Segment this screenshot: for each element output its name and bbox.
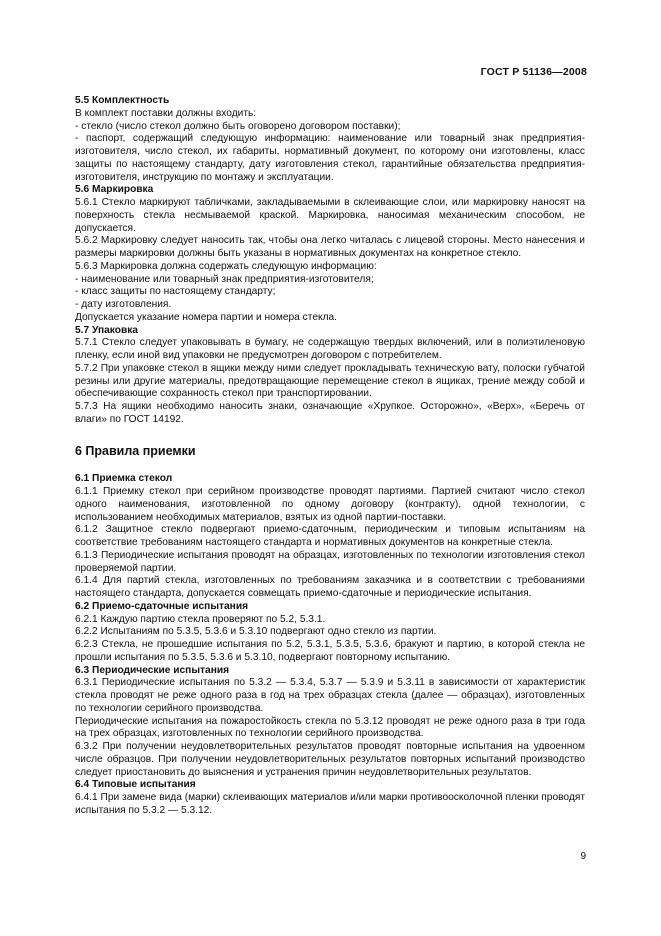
list-item: - стекло (число стекол должно быть оговорено договором поставки); [75,120,401,132]
paragraph: 6.3.1 Периодические испытания по 5.3.2 — 5.3.4, 5.3.7 — 5.3.9 и 5.3.11 в зависимости от характеристик стекла проводят не реже одного раза в год на трех образцах стекла (далее — образцах), изготовленных по технологии серийного производства. [75,677,585,714]
paragraph: 5.7.3 На ящики необходимо наносить знаки, означающие «Хрупкое. Осторожно», «Верх», «Беречь от влаги» по ГОСТ 14192. [75,401,585,425]
paragraph: 5.6.2 Маркировку следует наносить так, чтобы она легко читалась с лицевой стороны. Место нанесения и размеры маркировки должны быть указаны в нормативных документах на конкретное стекло. [75,235,585,259]
section-6-2-title: 6.2 Приемо-сдаточные испытания [75,600,249,612]
paragraph: 6.1.4 Для партий стекла, изготовленных по требованиям заказчика и в соответствии с требованиями настоящего стандарта, допускается совмещать приемо-сдаточные и периодические испытания. [75,575,585,599]
paragraph: 5.6.1 Стекло маркируют табличками, закладываемыми в склеивающие слои, или маркировку наносят на поверхность стекла несмываемой краской. Маркировка, наносимая механическим способом, не допускается. [75,197,585,234]
section-6-4-title: 6.4 Типовые испытания [75,779,196,791]
list-item: - дату изготовления. [75,299,172,310]
paragraph: 5.7.1 Стекло следует упаковывать в бумагу, не содержащую твердых включений, или в полиэтиленовую пленку, если иной вид упаковки не предусмотрен договором с потребителем. [75,337,585,361]
paragraph: 5.7.2 При упаковке стекол в ящики между ними следует прокладывать техническую вату, полоски губчатой резины или другие материалы, предотвращающие перемещение стекол в ящиках, трение между собой и обеспечивающие сохранность стекол при транспортировании. [75,362,585,400]
section-6-3-title: 6.3 Периодические испытания [75,664,230,676]
paragraph: 6.1.2 Защитное стекло подвергают приемо-сдаточным, периодическим и типовым испытаниям на соответствие требованиям настоящего стандарта и нормативных документов на конкретные стекла. [75,524,585,548]
paragraph: 6.2.2 Испытаниям по 5.3.5, 5.3.6 и 5.3.10 подвергают одно стекло из партии. [75,626,437,638]
paragraph: 6.1.1 Приемку стекол при серийном производстве проводят партиями. Партией считают число стекол одного наименования, изготовленной по одному договору (контракту), одной технологии, с использованием необходимых материалов, взятых из одной партии-поставки. [75,486,585,523]
list-item: - паспорт, содержащий следующую информацию: наименование или товарный знак предприятия-изготовителя, число стекол, их габариты, нормативный документ, по которому они изготовлены, класс защиты по настоящему стандарту, дату изготовления стекол, гарантийные обязательства предприятия-изготовителя, инструкцию по монтажу и эксплуатации. [75,133,585,183]
paragraph: В комплект поставки должны входить: [75,107,257,119]
section-6-1-title: 6.1 Приемка стекол [75,473,173,485]
paragraph: 6.2.1 Каждую партию стекла проверяют по 5.2, 5.3.1. [75,613,326,625]
list-item: - класс защиты по настоящему стандарту; [75,286,276,298]
page-number: 9 [580,851,586,862]
list-item: - наименование или товарный знак предприятия-изготовителя; [75,273,374,285]
section-5-5-title: 5.5 Комплектность [75,95,170,106]
section-5-6-title: 5.6 Маркировка [75,184,154,196]
document-body [75,95,585,818]
paragraph: 6.2.3 Стекла, не прошедшие испытания по 5.2, 5.3.1, 5.3.5, 5.3.6, бракуют и партию, в которой стекла не прошли испытания по 5.3.5, 5.3.6 и 5.3.10, подвергают повторному испытанию. [75,639,585,663]
section-6-title: 6 Правила приемки [75,443,196,458]
paragraph: 6.1.3 Периодические испытания проводят на образцах, изготовленных по технологии изготовления стекол проверяемой партии. [75,549,585,574]
paragraph: 6.3.2 При получении неудовлетворительных результатов проводят повторные испытания на удвоенном числе образцов. При получении неудовлетворительных результатов повторных испытаний производство следует приостановить до выяснения и устранения причин неудовлетворительных результатов. [75,741,585,778]
paragraph: 5.6.3 Маркировка должна содержать следующую информацию: [75,260,377,272]
paragraph: 6.4.1 При замене вида (марки) склеивающих материалов и/или марки противоосколочной пленки проводят испытания по 5.3.2 — 5.3.12. [75,792,585,816]
section-5-7-title: 5.7 Упаковка [75,324,138,336]
paragraph: Периодические испытания на пожаростойкость стекла по 5.3.12 проводят не реже одного раза в три года на трех образцах, изготовленных по технологии серийного производства. [75,715,585,740]
document-header: ГОСТ Р 51136—2008 [480,66,587,78]
paragraph: Допускается указание номера партии и номера стекла. [75,311,338,323]
